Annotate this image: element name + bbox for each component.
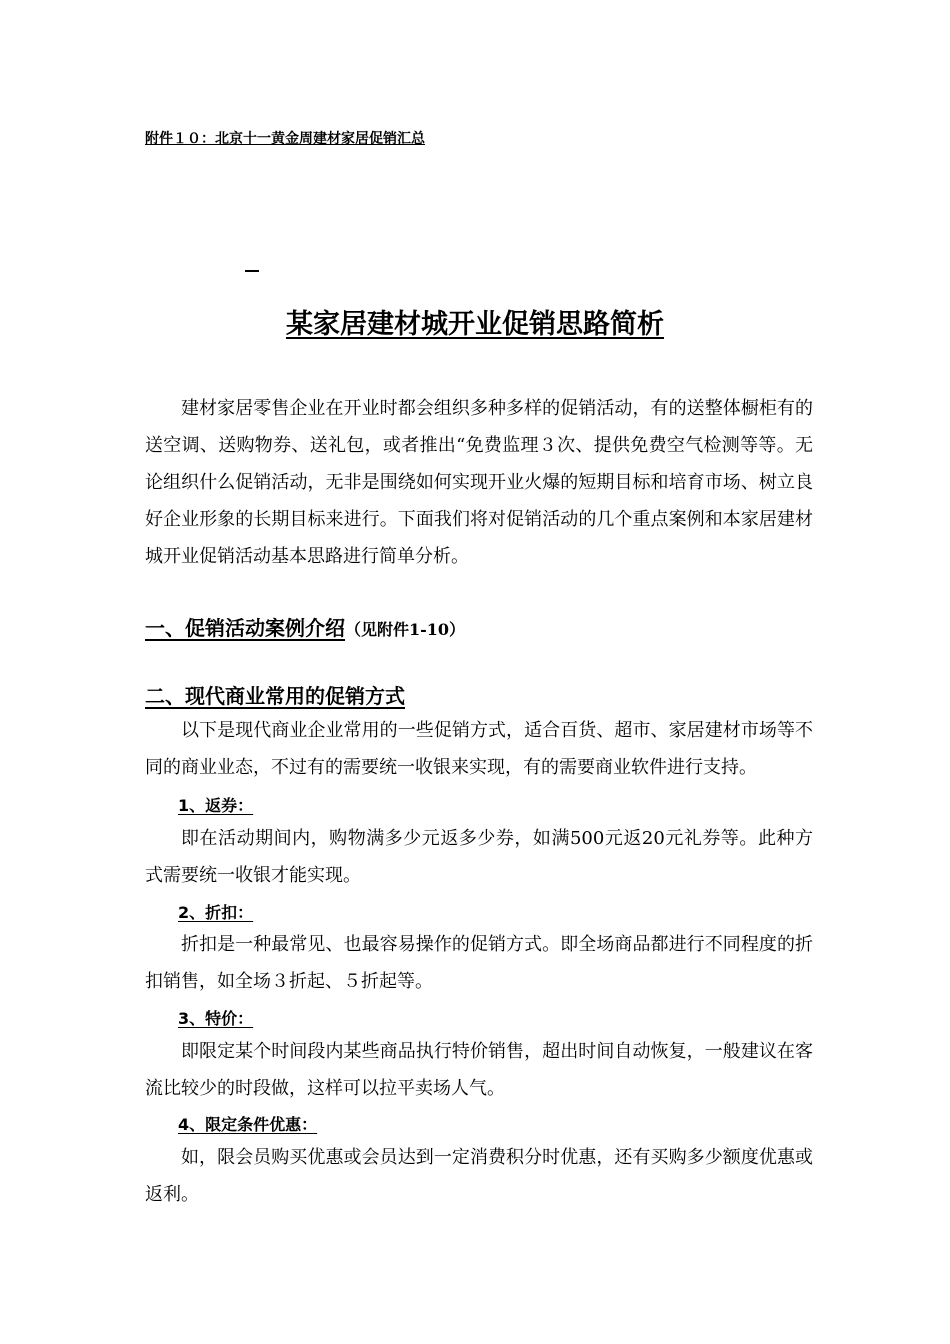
section-1-title: 一、促销活动案例介绍 — [145, 616, 345, 640]
subheading-discount: 2、折扣： — [178, 903, 254, 922]
decorative-dash — [245, 270, 259, 272]
section-1-note: （见附件1-10） — [345, 620, 466, 639]
paragraph-discount: 折扣是一种最常见、也最容易操作的促销方式。即全场商品都进行不同程度的折扣销售，如全场３折起、５折起等。 — [145, 934, 813, 992]
attachment-header: 附件１０：北京十一黄金周建材家居促销汇总 — [145, 131, 425, 147]
paragraph-special-price: 即限定某个时间段内某些商品执行特价销售，超出时间自动恢复，一般建议在客流比较少的时段做，这样可以拉平卖场人气。 — [145, 1041, 813, 1099]
section-2-heading — [145, 680, 405, 709]
subheading-rebate: 1、返券： — [178, 796, 254, 815]
document-title-text: 某家居建材城开业促销思路简析 — [286, 309, 664, 340]
section-2-title: 二、现代商业常用的促销方式 — [145, 684, 405, 708]
intro-paragraph: 建材家居零售企业在开业时都会组织多种多样的促销活动，有的送整体橱柜有的送空调、送购物券、送礼包，或者推出“免费监理３次、提供免费空气检测等等。无论组织什么促销活动，无非是围绕如何实现开业火爆的短期目标和培育市场、树立良好企业形象的长期目标来进行。下面我们将对促销活动的几个重点案例和本家居建材城开业促销活动基本思路进行简单分析。 — [145, 398, 813, 567]
subheading-conditional-offer: 4、限定条件优惠： — [178, 1115, 318, 1134]
paragraph-conditional-offer: 如，限会员购买优惠或会员达到一定消费积分时优惠，还有买购多少额度优惠或返利。 — [145, 1147, 813, 1205]
section-2-paragraph: 以下是现代商业企业常用的一些促销方式，适合百货、超市、家居建材市场等不同的商业业态，不过有的需要统一收银来实现，有的需要商业软件进行支持。 — [145, 720, 813, 778]
section-1-heading — [145, 612, 465, 641]
document-title — [0, 302, 950, 341]
paragraph-rebate: 即在活动期间内，购物满多少元返多少券，如满500元返20元礼券等。此种方式需要统一收银才能实现。 — [145, 828, 813, 886]
subheading-special-price: 3、特价： — [178, 1009, 254, 1028]
